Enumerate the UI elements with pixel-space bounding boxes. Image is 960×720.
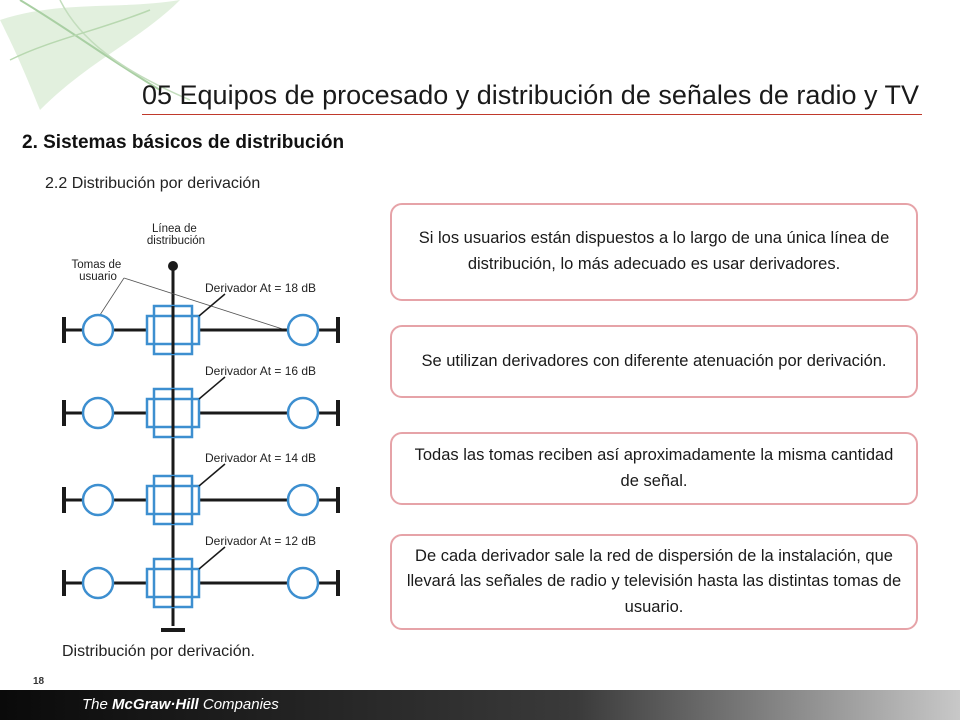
page-number: 18 [33, 676, 45, 687]
distribution-line-origin [168, 261, 178, 271]
toma-usuario-left [83, 315, 113, 345]
page-title: 05 Equipos de procesado y distribución de señales de radio y TV [142, 80, 919, 110]
derivador-label: Derivador At = 16 dB [205, 364, 317, 378]
decorative-swirl [0, 0, 200, 140]
info-box-text: Se utilizan derivadores con diferente atenuación por derivación. [421, 351, 887, 370]
derivador-pointer [199, 377, 225, 399]
derivador-pointer [199, 294, 225, 316]
derivador-label: Derivador At = 14 dB [205, 451, 317, 465]
toma-usuario-left [83, 568, 113, 598]
toma-usuario-left [83, 485, 113, 515]
derivador-label: Derivador At = 12 dB [205, 534, 317, 548]
title-underline [142, 114, 922, 115]
info-box-text: Si los usuarios están dispuestos a lo largo de una única línea de distribución, lo más adecuado es usar derivadores. [418, 229, 890, 273]
info-box-senal [390, 432, 918, 505]
info-box-text: De cada derivador sale la red de dispersión de la instalación, que llevará las señales de radio y televisión hasta las distintas tomas de usuario. [406, 546, 902, 616]
toma-usuario-right [288, 485, 318, 515]
tomas-pointer-left [98, 278, 124, 318]
info-box-derivadores-usage [390, 203, 918, 301]
derivador-label: Derivador At = 18 dB [205, 281, 317, 295]
section-title: 2. Sistemas básicos de distribución [22, 132, 345, 153]
tomas-label: Tomas de usuario [71, 259, 122, 283]
toma-usuario-right [288, 568, 318, 598]
derivador-pointer [199, 547, 225, 569]
derivador-pointer [199, 464, 225, 486]
distribution-diagram [50, 210, 350, 640]
info-box-red-dispersion [390, 534, 918, 630]
line-label: Línea de distribución [146, 223, 206, 247]
toma-usuario-left [83, 398, 113, 428]
toma-usuario-right [288, 315, 318, 345]
diagram-caption: Distribución por derivación. [62, 643, 255, 660]
subsection-title: 2.2 Distribución por derivación [45, 175, 261, 192]
publisher-logo: The McGraw·Hill Companies [82, 696, 279, 713]
derivador-stages [64, 281, 338, 607]
toma-usuario-right [288, 398, 318, 428]
info-box-atenuacion [390, 325, 918, 398]
info-box-text: Todas las tomas reciben así aproximadamente la misma cantidad de señal. [414, 445, 894, 490]
